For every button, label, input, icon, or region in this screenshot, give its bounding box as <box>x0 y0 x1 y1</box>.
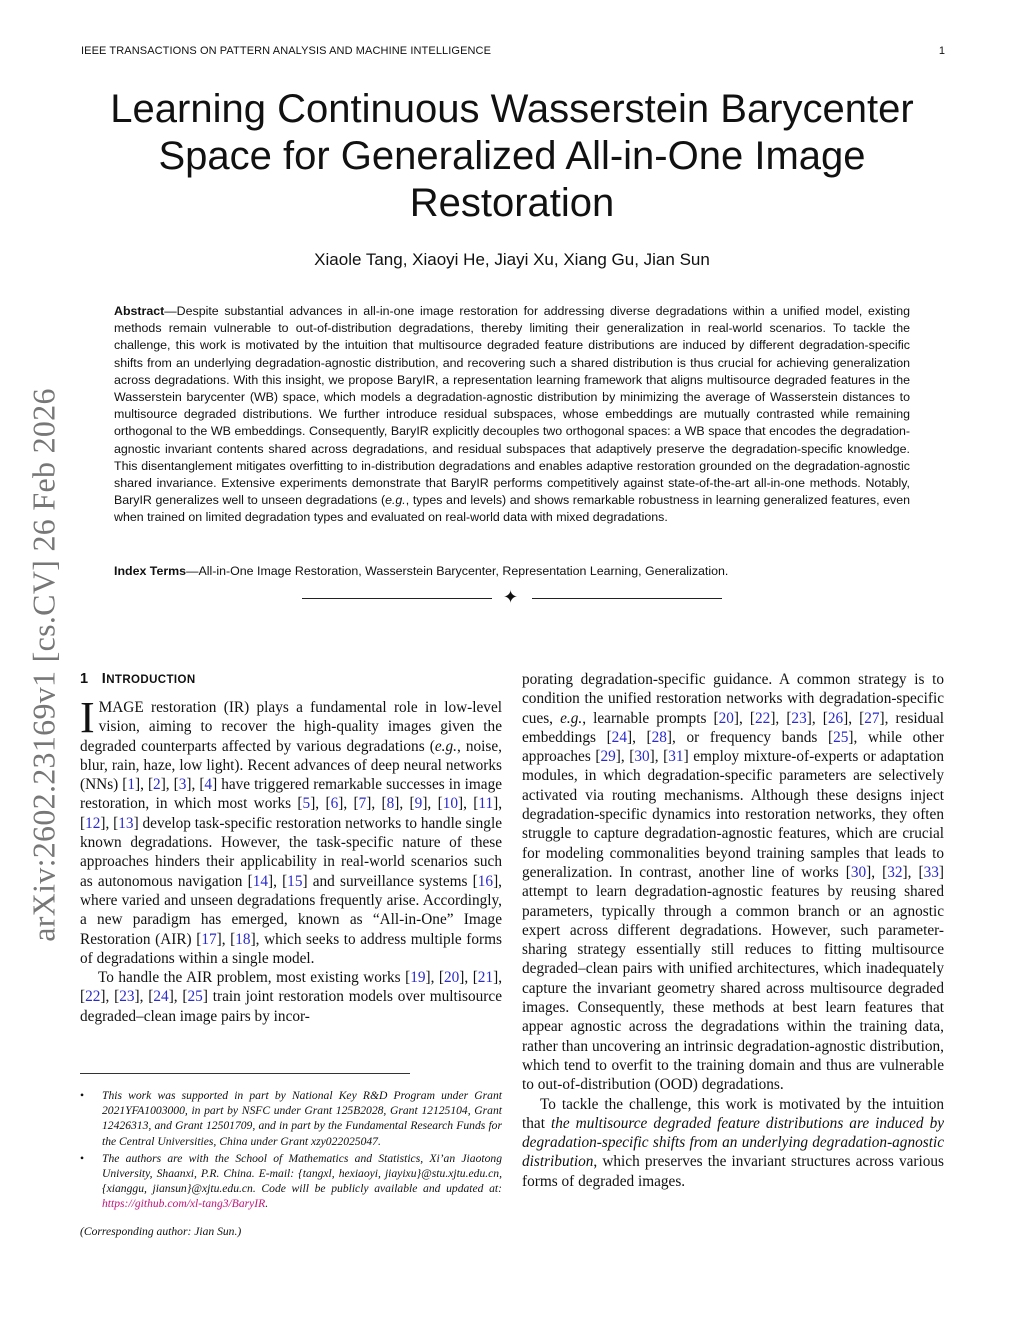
citation-link[interactable]: 33 <box>923 863 939 881</box>
citation-link[interactable]: 1 <box>127 776 136 794</box>
separator-line-right <box>532 598 722 599</box>
page-number: 1 <box>938 45 945 57</box>
footnote-funding: • This work was supported in part by National Key R&D Program under Grant 2021YFA1003000, in part by NSFC under Grant 125B2028, Grant 12125104, Grant 12426313, and Grant 12501709, and in part by the Fundamental Research Funds for the Central Universities, China under Grant xzy022025047. <box>80 1089 502 1148</box>
citation-link[interactable]: 18 <box>235 930 251 948</box>
footnote-affiliation: • The authors are with the School of Mathematics and Statistics, Xi’an Jiaotong University, Shaanxi, P.R. China. E-mail: {tangxl, hexiaoyi, jiayixu}@stu.xjtu.edu.cn, {xianggu, jiansun}@xjtu.edu.cn. Code will be publicly available and updated at: https://github.com/xl-tang3/BaryIR. <box>80 1151 502 1211</box>
citation-link[interactable]: 12 <box>85 814 101 832</box>
intro-paragraph-1: IMAGE restoration (IR) plays a fundamental role in low-level vision, aiming to recover the high-quality images given the degraded counterparts affected by various degradations (e.g., noise, blur, rain, haze, low light). Recent advances of deep neural networks (NNs) [1], [2], [3], [4] have triggered remarkable successes in image restoration, in which most works [5], [6], [7], [8], [9], [10], [11], [12], [13] develop task-specific restoration networks to handle single known degradations. However, the task-specific nature of these approaches hinders their applicability in real-world scenarios such as autonomous navigation [14], [15] and surveillance systems [16], where varied and unseen degradations frequently arise. Accordingly, a new paradigm has emerged, known as “All-in-One” Image Restoration (AIR) [17], [18], which seeks to address multiple forms of degradations within a single model. <box>80 693 503 967</box>
code-repository-link[interactable]: https://github.com/xl-tang3/BaryIR <box>102 1197 266 1211</box>
footnotes <box>80 1088 502 1239</box>
author-list: Xiaole Tang, Xiaoyi He, Jiayi Xu, Xiang Gu, Jian Sun <box>314 250 710 269</box>
abstract-label: Abstract <box>114 304 165 318</box>
citation-link[interactable]: 22 <box>755 709 771 727</box>
citation-link[interactable]: 11 <box>478 795 494 813</box>
separator-diamond-icon: ✦ <box>503 587 519 607</box>
index-terms: Index Terms—All-in-One Image Restoration, Wasserstein Barycenter, Representation Learning, Generalization. <box>114 564 729 578</box>
citation-link[interactable]: 25 <box>833 728 849 746</box>
citation-link[interactable]: 30 <box>850 863 867 881</box>
citation-link[interactable]: 10 <box>442 795 458 813</box>
right-column <box>522 670 944 1191</box>
citation-link[interactable]: 25 <box>187 988 203 1006</box>
separator-line-left <box>302 598 492 599</box>
intro-paragraph-2-continued: porating degradation-specific guidance. A common strategy is to condition the unified restoration networks with degradation-specific cues, e.g., learnable prompts [20], [22], [23], [26], [27], residual embeddings [24], [28], or frequency bands [25], while other approaches [29], [30], [31] employ mixture-of-experts or adaptation modules, in which degradation-specific parameters are selectively activated via routing mechanisms. Although these designs inject degradation-specific dynamics into restoration networks, they often struggle to capture degradation-agnostic features, which are crucial for modeling commonalities beyond training samples that leads to generalization. In contrast, another line of works [30], [32], [33] attempt to learn degradation-agnostic features by reusing shared parameters, typically through a common branch or an agnostic expert across different degradations. However, such parameter-sharing strategy essentially still reduces to fitting multisource degraded–clean pairs with unified architectures, which inadequately capture the invariant geometry shared across multisource degraded images. Consequently, these methods at best learn features that appear agnostic across the degradations within the training data, rather than uncovering an intrinsic degradation-agnostic distribution, which tend to overfit to the training domain and thus are vulnerable to out-of-distribution (OOD) degradations. <box>522 671 945 1094</box>
journal-name: IEEE TRANSACTIONS ON PATTERN ANALYSIS AND MACHINE INTELLIGENCE <box>81 45 492 57</box>
citation-link[interactable]: 31 <box>668 748 684 766</box>
citation-link[interactable]: 32 <box>887 863 903 881</box>
corresponding-author-note: (Corresponding author: Jian Sun.) <box>80 1224 242 1238</box>
citation-link[interactable]: 16 <box>477 872 494 890</box>
citation-link[interactable]: 26 <box>827 709 844 727</box>
citation-link[interactable]: 23 <box>791 709 807 727</box>
citation-link[interactable]: 21 <box>477 969 494 987</box>
citation-link[interactable]: 28 <box>651 728 667 746</box>
citation-link[interactable]: 23 <box>119 988 135 1006</box>
citation-link[interactable]: 6 <box>330 795 339 813</box>
citation-link[interactable]: 24 <box>611 728 627 746</box>
left-column <box>80 670 502 1026</box>
citation-link[interactable]: 17 <box>201 930 217 948</box>
citation-link[interactable]: 19 <box>410 969 426 987</box>
citation-link[interactable]: 20 <box>444 969 460 987</box>
bullet-icon: • <box>80 1089 85 1102</box>
citation-link[interactable]: 3 <box>178 776 187 794</box>
section-heading: 1 INTRODUCTION <box>80 671 196 687</box>
footnote-rule <box>80 1073 410 1074</box>
intro-paragraph-2: To handle the AIR problem, most existing works [19], [20], [21], [22], [23], [24], [25] train joint restoration models over multisource degraded–clean image pairs by incor- <box>80 969 503 1025</box>
citation-link[interactable]: 27 <box>864 709 880 727</box>
citation-link[interactable]: 9 <box>414 795 423 813</box>
citation-link[interactable]: 15 <box>287 872 303 890</box>
citation-link[interactable]: 20 <box>718 709 734 727</box>
citation-link[interactable]: 2 <box>153 776 161 794</box>
citation-link[interactable]: 29 <box>600 748 616 766</box>
running-header <box>81 45 945 61</box>
citation-link[interactable]: 7 <box>358 795 367 813</box>
citation-link[interactable]: 30 <box>634 748 650 766</box>
citation-link[interactable]: 5 <box>302 795 311 813</box>
citation-link[interactable]: 4 <box>204 776 213 794</box>
citation-link[interactable]: 22 <box>85 988 101 1006</box>
citation-link[interactable]: 13 <box>118 814 134 832</box>
bullet-icon: • <box>80 1151 85 1165</box>
citation-link[interactable]: 8 <box>386 795 395 813</box>
citation-link[interactable]: 14 <box>252 872 268 890</box>
arxiv-stamp: arXiv:2602.23169v1 [cs.CV] 26 Feb 2026 <box>25 388 62 942</box>
abstract: Abstract—Despite substantial advances in all-in-one image restoration for addressing diverse degradations within a unified model, existing methods remain vulnerable to out-of-distribution degradations, thereby limiting their generalization in real-world scenarios. To tackle the challenge, this work is motivated by the intuition that multisource degraded feature distributions are induced by different degradation-specific shifts from an underlying degradation-agnostic distribution, and recovering such a shared distribution is thus crucial for achieving generalization across degradations. With this insight, we propose BaryIR, a representation learning framework that aligns multisource degraded features in the Wasserstein barycenter (WB) space, which models a degradation-agnostic distribution by minimizing the average of Wasserstein distances to multisource degraded distributions. We further introduce residual subspaces, whose embeddings are mutually contrasted while remaining orthogonal to the WB embeddings. Consequently, BaryIR explicitly decouples two orthogonal spaces: a WB space that encodes the degradation-agnostic invariant contents shared across degradations, and residual subspaces that adaptively preserve the degradation-specific knowledge. This disentanglement mitigates overfitting to in-distribution degradations and enables adaptive restoration grounded on the degradation-agnostic shared invariance. Extensive experiments demonstrate that BaryIR performs competitively against state-of-the-art all-in-one methods. Notably, BaryIR generalizes well to unseen degradations (e.g., types and levels) and shows remarkable robustness in learning generalized features, even when trained on limited degradation types and evaluated on real-world data with mixed degradations. <box>114 304 911 525</box>
paper-title: Learning Continuous Wasserstein Barycenter Space for Generalized All-in-One Image Restoration <box>110 87 914 225</box>
intro-paragraph-3: To tackle the challenge, this work is motivated by the intuition that the multisource degraded feature distributions are induced by degradation-specific shifts from an underlying degradation-agnostic distribution, which preserves the invariant structures across various forms of degraded images. <box>522 1095 945 1190</box>
index-terms-label: Index Terms <box>114 564 187 578</box>
citation-link[interactable]: 24 <box>153 988 169 1006</box>
drop-cap: I <box>80 693 95 742</box>
